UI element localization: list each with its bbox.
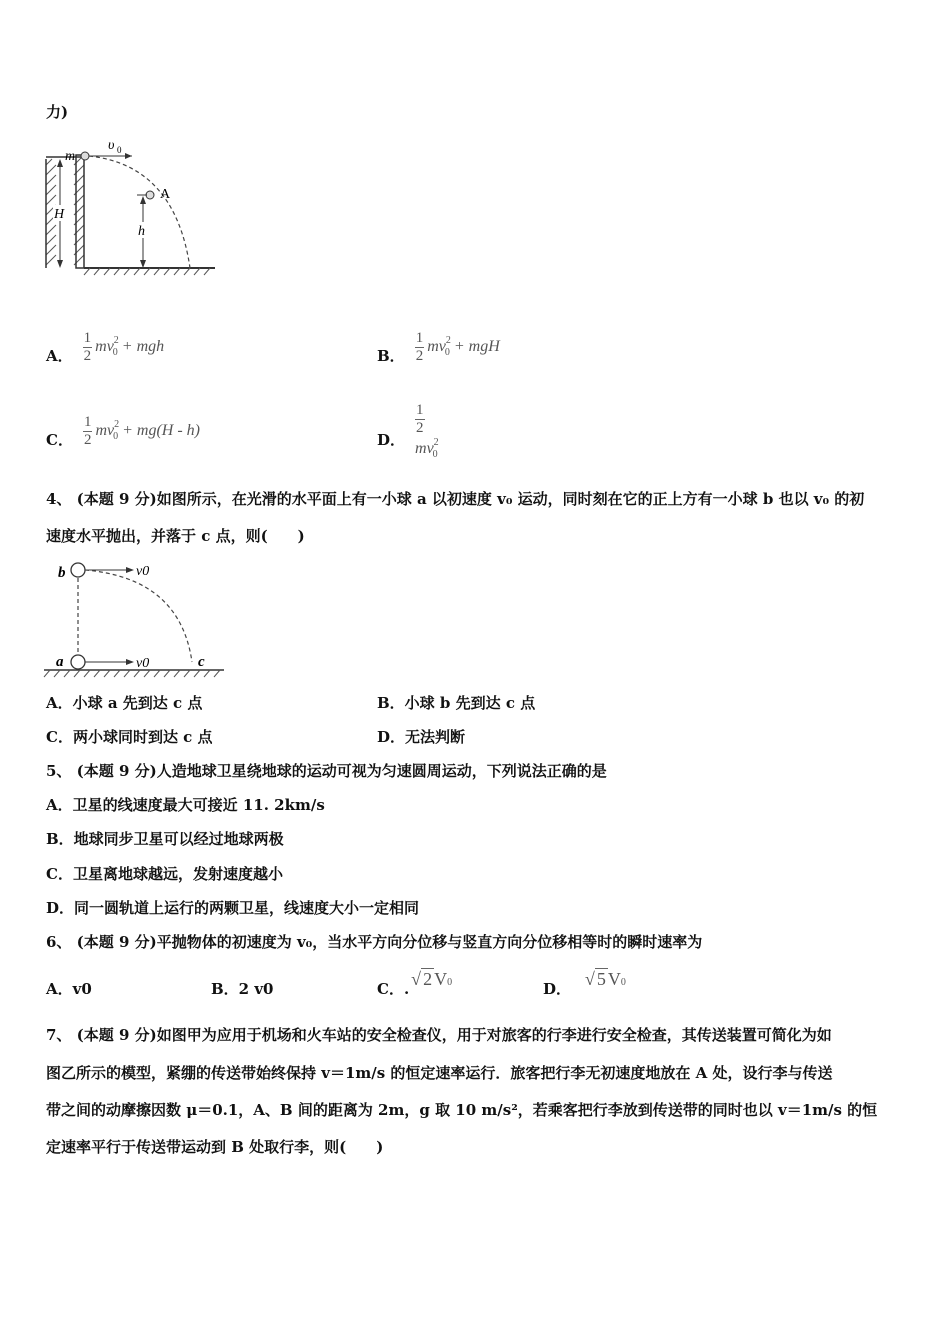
ball-a bbox=[71, 655, 85, 669]
q6-stem: 6、 (本题 9 分)平抛物体的初速度为 v₀，当水平方向分位移与竖直方向分位移相等时的瞬时速率为 bbox=[46, 933, 703, 951]
ground-hatch bbox=[84, 268, 210, 275]
ball-m bbox=[81, 152, 89, 160]
label-v0: υ bbox=[108, 138, 115, 153]
trajectory-b bbox=[85, 570, 192, 662]
label-b: b bbox=[58, 565, 66, 581]
label-v0-sub: 0 bbox=[117, 145, 122, 155]
label-H: H bbox=[54, 207, 65, 222]
q4-stem-line2: 速度水平抛出，并落于 c 点，则( ) bbox=[46, 527, 305, 545]
label-a: a bbox=[56, 654, 64, 670]
label-A: A bbox=[160, 187, 171, 202]
trajectory-path bbox=[89, 156, 190, 268]
q5-option-C[interactable]: C．卫星离地球越远，发射速度越小 bbox=[46, 865, 283, 883]
figure-cliff-projectile bbox=[40, 135, 220, 280]
ball-b bbox=[71, 563, 85, 577]
q3-option-D[interactable]: D． $\frac{1}{2}$ $mv^2_0$ bbox=[377, 404, 707, 458]
q5-option-D[interactable]: D．同一圆轨道上运行的两颗卫星，线速度大小一定相同 bbox=[46, 899, 420, 917]
q3-formula-B: $\frac{1}{2}$ $mv^2_0$ + mgH bbox=[415, 329, 500, 364]
q4-option-C[interactable]: C．两小球同时到达 c 点 bbox=[46, 728, 213, 746]
q3-option-C[interactable]: C． $\frac{1}{2}$ $mv^2_0 + mg(H - h)$ bbox=[46, 413, 200, 449]
label-v0-top: v0 bbox=[136, 564, 150, 579]
q5-stem: 5、 (本题 9 分)人造地球卫星绕地球的运动可视为匀速圆周运动，下列说法正确的是 bbox=[46, 762, 607, 780]
q6-option-A[interactable]: A．v0 bbox=[46, 980, 92, 998]
arrow-head bbox=[125, 153, 132, 159]
q6-option-C[interactable]: C．. √ 2 V0 bbox=[377, 969, 453, 998]
q4-option-D[interactable]: D．无法判断 bbox=[377, 728, 466, 746]
H-arrow-bottom bbox=[57, 260, 63, 268]
q6-formula-C: √ 2 V0 bbox=[411, 969, 453, 989]
q3-formula-D: $\frac{1}{2}$ $mv^2_0$ bbox=[415, 402, 439, 460]
q4-stem-line1: 4、 (本题 9 分)如图所示，在光滑的水平面上有一小球 a 以初速度 v₀ 运动，同时刻在它的正上方有一小球 b 也以 v₀ 的初 bbox=[46, 490, 865, 508]
q3-option-B[interactable]: B． $\frac{1}{2}$ $mv^2_0$ + mgH bbox=[377, 329, 500, 365]
q3-option-A[interactable]: A． $\frac{1}{2}$ $mv^2_0$ + mgh bbox=[46, 329, 165, 365]
label-m: m bbox=[65, 149, 76, 164]
q4-option-B[interactable]: B．小球 b 先到达 c 点 bbox=[377, 694, 536, 712]
q6-option-B[interactable]: B．2 v0 bbox=[211, 980, 274, 998]
q7-stem-line1: 7、 (本题 9 分)如图甲为应用于机场和火车站的安全检查仪，用于对旅客的行李进行安全检查，其传送装置可简化为如 bbox=[46, 1026, 832, 1044]
q4-option-A[interactable]: A．小球 a 先到达 c 点 bbox=[46, 694, 203, 712]
q3-formula-C: $\frac{1}{2}$ $mv^2_0 + mg(H - h)$ bbox=[83, 413, 200, 448]
ground-plane-hatch bbox=[44, 670, 220, 677]
label-c: c bbox=[198, 654, 205, 670]
q5-option-B[interactable]: B．地球同步卫星可以经过地球两极 bbox=[46, 830, 284, 848]
question-fragment: 力) bbox=[46, 103, 69, 121]
q5-option-A[interactable]: A．卫星的线速度最大可接近 11. 2km/s bbox=[46, 796, 325, 814]
figure-two-balls bbox=[40, 558, 230, 683]
q7-stem-line2: 图乙所示的模型，紧绷的传送带始终保持 v＝1m/s 的恒定速率运行．旅客把行李无初速度地放在 A 处，设行李与传送 bbox=[46, 1064, 833, 1082]
label-v0-bottom: v0 bbox=[136, 656, 150, 671]
point-A bbox=[146, 191, 154, 199]
label-h: h bbox=[138, 224, 145, 239]
h-arrow-bottom bbox=[140, 260, 146, 268]
q7-stem-line4: 定速率平行于传送带运动到 B 处取行李，则( ) bbox=[46, 1138, 384, 1156]
h-arrow-top bbox=[140, 196, 146, 204]
q3-formula-A: $\frac{1}{2}$ $mv^2_0$ + mgh bbox=[83, 329, 165, 364]
q6-formula-D: √ 5 V0 bbox=[585, 969, 626, 989]
q6-option-D[interactable]: D． √ 5 V0 bbox=[543, 969, 626, 998]
H-arrow-top bbox=[57, 159, 63, 167]
q7-stem-line3: 带之间的动摩擦因数 μ＝0.1，A、B 间的距离为 2m，g 取 10 m/s²，若乘客把行李放到传送带的同时也以 v＝1m/s 的恒 bbox=[46, 1101, 878, 1119]
